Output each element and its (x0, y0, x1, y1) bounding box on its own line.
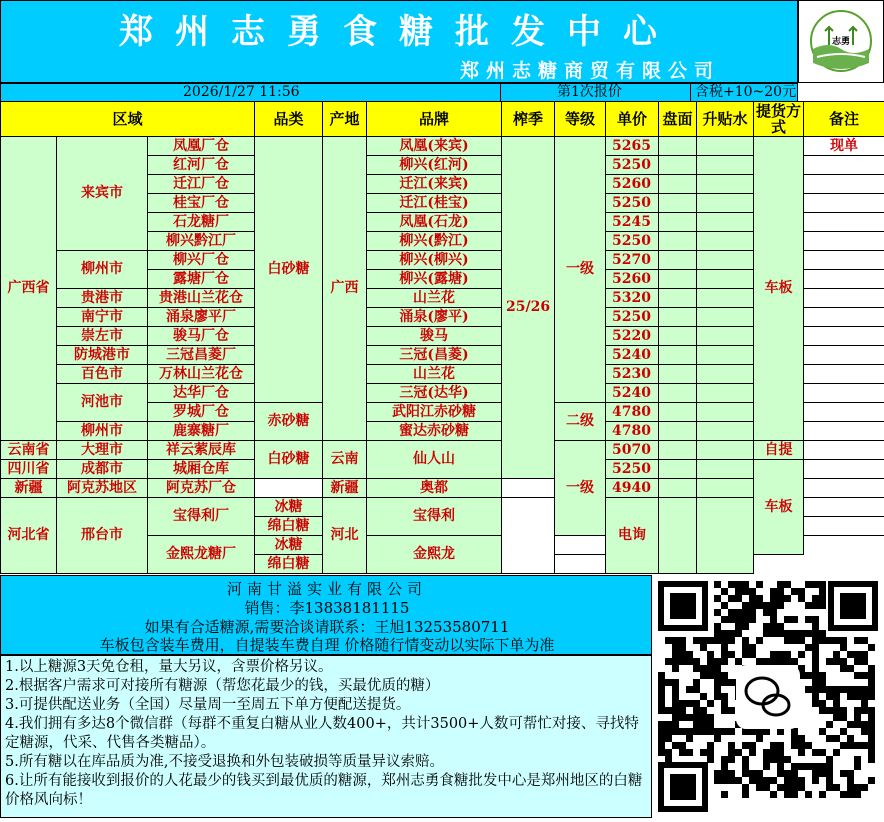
warehouse-cell: 三冠昌菱厂 (148, 346, 255, 365)
warehouse-cell: 骏马厂仓 (148, 327, 255, 346)
price-cell: 5265 (606, 137, 659, 156)
header-brand: 品牌 (367, 102, 502, 137)
warehouse-cell: 万林山兰花仓 (148, 365, 255, 384)
brand-cell: 柳兴(露塘) (367, 270, 502, 289)
category-cell: 冰糖 (255, 498, 323, 517)
price-cell: 5260 (606, 270, 659, 289)
warehouse-cell: 红河厂仓 (148, 156, 255, 175)
warehouse-cell: 凤凰厂仓 (148, 137, 255, 156)
table-row (1, 289, 884, 308)
note-item: 4.我们拥有多达8个微信群（每群不重复白糖从业人数400+，共计3500+人数可帮忙对接、寻找特定糖源，代采、代售各类糖品）。 (5, 715, 647, 753)
category-cell: 冰糖 (255, 536, 323, 555)
table-row (1, 251, 884, 270)
origin-cell: 云南 (323, 441, 367, 479)
price-cell: 5230 (606, 365, 659, 384)
logo-text: 志勇 (832, 35, 850, 47)
header-grade: 等级 (555, 102, 606, 137)
brand-cell: 迁江(桂宝) (367, 194, 502, 213)
city-cell: 成都市 (57, 460, 148, 479)
province-cell: 云南省 (1, 441, 57, 460)
origin-cell: 广西 (323, 137, 367, 441)
header-price: 单价 (606, 102, 659, 137)
brand-cell: 金熙龙 (367, 536, 502, 574)
city-cell: 柳州市 (57, 251, 148, 289)
table-header-row (1, 102, 884, 137)
category-cell: 赤砂糖 (255, 403, 323, 441)
price-cell: 5250 (606, 194, 659, 213)
province-cell: 河北省 (1, 498, 57, 574)
pickup-cell: 车板 (754, 460, 804, 555)
city-cell: 大理市 (57, 441, 148, 460)
warehouse-cell: 石龙糖厂 (148, 213, 255, 232)
contact-sales: 销售：李13838181115 (1, 599, 653, 617)
province-cell: 广西省 (1, 137, 57, 441)
table-row (1, 365, 884, 384)
city-cell: 柳州市 (57, 422, 148, 441)
table-row (1, 422, 884, 441)
table-row (1, 441, 884, 460)
brand-cell: 山兰花 (367, 289, 502, 308)
note-item: 3.可提供配送业务（全国）尽量周一至周五下单方便配送提货。 (5, 696, 647, 715)
brand-cell: 柳兴(红河) (367, 156, 502, 175)
warehouse-cell: 城厢仓库 (148, 460, 255, 479)
price-cell: 5250 (606, 308, 659, 327)
price-cell: 电询 (606, 498, 659, 574)
grade-cell: 一级 (555, 137, 606, 403)
company-logo (798, 0, 884, 83)
category-cell: 白砂糖 (255, 441, 323, 479)
price-cell: 5240 (606, 384, 659, 403)
price-cell: 5320 (606, 289, 659, 308)
city-cell: 邢台市 (57, 498, 148, 574)
price-cell: 4780 (606, 422, 659, 441)
brand-cell: 奥都 (367, 479, 502, 498)
premium-cell (697, 137, 754, 156)
warehouse-cell: 阿克苏厂仓 (148, 479, 255, 498)
header-category: 品类 (255, 102, 323, 137)
pickup-cell: 车板 (754, 137, 804, 441)
header-season: 榨季 (502, 102, 555, 137)
city-cell: 阿克苏地区 (57, 479, 148, 498)
season-cell: 25/26 (502, 137, 555, 479)
warehouse-cell: 罗城厂仓 (148, 403, 255, 422)
warehouse-cell: 祥云萦辰库 (148, 441, 255, 460)
table-row (1, 479, 884, 498)
brand-cell: 仙人山 (367, 441, 502, 479)
wechat-qr-code (652, 575, 884, 818)
note-item: 2.根据客户需求可对接所有糖源（帮您花最少的钱，买最优质的糖） (5, 677, 647, 696)
price-cell: 5220 (606, 327, 659, 346)
city-cell: 防城港市 (57, 346, 148, 365)
warehouse-cell: 鹿寨糖厂 (148, 422, 255, 441)
brand-cell: 宝得利 (367, 498, 502, 536)
warehouse-cell: 达华厂仓 (148, 384, 255, 403)
brand-cell: 涌泉(廖平) (367, 308, 502, 327)
brand-cell: 柳兴(黔江) (367, 232, 502, 251)
category-cell: 绵白糖 (255, 555, 323, 574)
category-cell: 白砂糖 (255, 137, 323, 403)
logo-icon (799, 1, 883, 82)
warehouse-cell: 桂宝厂仓 (148, 194, 255, 213)
table-row (1, 137, 884, 156)
price-cell: 5240 (606, 346, 659, 365)
warehouse-cell: 柳兴厂仓 (148, 251, 255, 270)
quote-number: 第1次报价 (557, 84, 622, 101)
futures-cell (659, 137, 697, 156)
warehouse-cell: 贵港山兰花仓 (148, 289, 255, 308)
province-cell: 四川省 (1, 460, 57, 479)
city-cell: 崇左市 (57, 327, 148, 346)
price-cell: 5260 (606, 175, 659, 194)
grade-cell: 二级 (555, 403, 606, 441)
header-futures: 盘面 (659, 102, 697, 137)
header-premium: 升贴水 (697, 102, 754, 137)
note-item: 6.让所有能接收到报价的人花最少的钱买到最优质的糖源，郑州志勇食糖批发中心是郑州地区的白糖价格风向标！ (5, 772, 647, 810)
tax-note: 含税+10~20元 (695, 84, 796, 101)
price-table (0, 101, 884, 574)
warehouse-cell: 露塘厂仓 (148, 270, 255, 289)
info-row (0, 83, 798, 102)
header-remark: 备注 (804, 102, 884, 137)
brand-cell: 蜜达赤砂糖 (367, 422, 502, 441)
brand-cell: 三冠(昌菱) (367, 346, 502, 365)
warehouse-cell: 金熙龙糖厂 (148, 536, 255, 574)
city-cell: 南宁市 (57, 308, 148, 327)
contact-company: 河南甘溢实业有限公司 (1, 580, 653, 598)
price-cell: 5250 (606, 156, 659, 175)
brand-cell: 迁江(来宾) (367, 175, 502, 194)
header-origin: 产地 (323, 102, 367, 137)
warehouse-cell: 柳兴黔江厂 (148, 232, 255, 251)
brand-cell: 凤凰(石龙) (367, 213, 502, 232)
note-item: 5.所有糖以在库品质为准,不接受退换和外包装破损等质量异议索赔。 (5, 753, 647, 772)
warehouse-cell: 迁江厂仓 (148, 175, 255, 194)
category-cell: 绵白糖 (255, 517, 323, 536)
qr-code-icon (652, 575, 884, 818)
quote-datetime: 2026/1/27 11:56 (183, 84, 300, 101)
pickup-cell: 自提 (754, 441, 804, 460)
city-cell: 来宾市 (57, 137, 148, 251)
table-row (1, 384, 884, 403)
company-subtitle: 郑州志糖商贸有限公司 (390, 56, 790, 83)
grade-cell: 一级 (555, 441, 606, 536)
warehouse-cell: 宝得利厂 (148, 498, 255, 536)
contact-panel (0, 575, 652, 655)
price-cell: 5250 (606, 460, 659, 479)
province-cell: 新疆 (1, 479, 57, 498)
origin-cell: 河北 (323, 498, 367, 574)
city-cell: 贵港市 (57, 289, 148, 308)
price-cell: 4780 (606, 403, 659, 422)
price-cell: 5070 (606, 441, 659, 460)
contact-note: 车板包含装车费用，自提装车费自理 价格随行情变动以实际下单为准 (1, 636, 653, 654)
header-pickup: 提货方式 (754, 102, 804, 137)
header-region: 区域 (1, 102, 255, 137)
table-row (1, 308, 884, 327)
city-cell: 百色市 (57, 365, 148, 384)
brand-cell: 山兰花 (367, 365, 502, 384)
price-cell: 5270 (606, 251, 659, 270)
note-item: 1.以上糖源3天免仓租，量大另议，含票价格另议。 (5, 658, 647, 677)
brand-cell: 三冠(达华) (367, 384, 502, 403)
table-row (1, 346, 884, 365)
origin-cell: 新疆 (323, 479, 367, 498)
table-row (1, 498, 884, 517)
page-title: 郑州志勇食糖批发中心 (0, 4, 798, 53)
contact-line: 如果有合适糖源,需要洽谈请联系：王旭13253580711 (1, 618, 653, 636)
price-cell: 5245 (606, 213, 659, 232)
price-cell: 4940 (606, 479, 659, 498)
warehouse-cell: 涌泉廖平厂 (148, 308, 255, 327)
table-row (1, 327, 884, 346)
brand-cell: 武阳江赤砂糖 (367, 403, 502, 422)
remark-cell: 现单 (804, 137, 884, 156)
notes-panel (0, 655, 652, 818)
city-cell: 河池市 (57, 384, 148, 422)
brand-cell: 凤凰(来宾) (367, 137, 502, 156)
price-cell: 5250 (606, 232, 659, 251)
brand-cell: 柳兴(柳兴) (367, 251, 502, 270)
brand-cell: 骏马 (367, 327, 502, 346)
